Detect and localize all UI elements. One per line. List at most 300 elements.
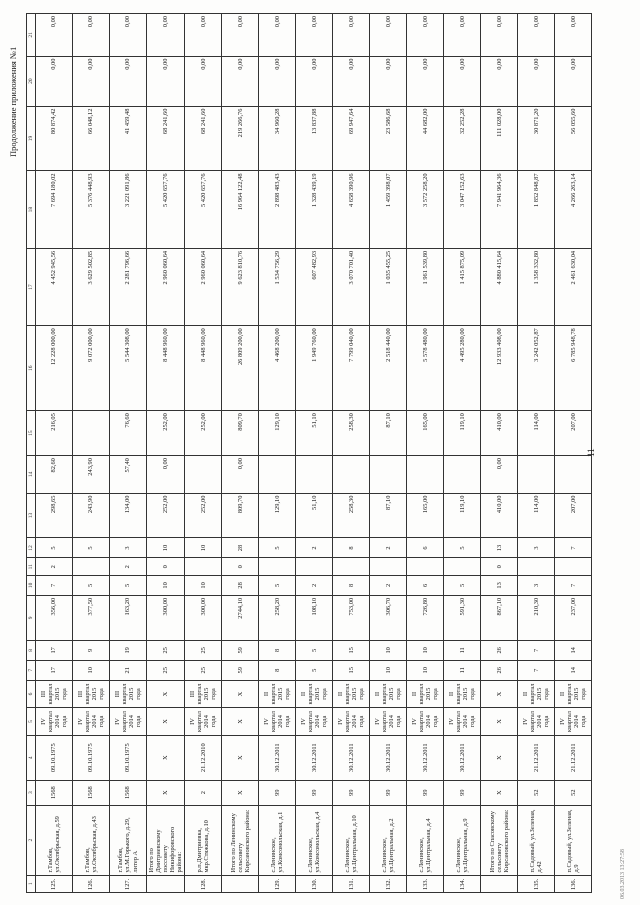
cell-c17: 3 070 701,40 xyxy=(333,248,370,325)
column-number: 11 xyxy=(27,558,36,575)
cell-rownum: 136. xyxy=(555,875,592,892)
cell-c9: 306,70 xyxy=(370,595,407,640)
cell-c8: 59 xyxy=(222,640,259,660)
column-number: 6 xyxy=(27,680,36,707)
cell-name: Итого по Ленинскому сельсовету Кирсановского района: xyxy=(222,805,259,875)
cell-c3: 99 xyxy=(296,780,333,805)
cell-name: с.Ленинское, ул.Комсомольская, д.4 xyxy=(296,805,333,875)
column-number: 2 xyxy=(27,805,36,875)
cell-c15: 129,10 xyxy=(259,411,296,456)
cell-c17: 2 960 060,64 xyxy=(185,248,222,325)
cell-c9: 163,20 xyxy=(110,595,147,640)
cell-c12: 3 xyxy=(518,538,555,558)
cell-c20: 0,00 xyxy=(222,56,259,106)
cell-c15: 809,70 xyxy=(222,411,259,456)
cell-c10: 5 xyxy=(259,575,296,595)
cell-c12: 2 xyxy=(296,538,333,558)
cell-rownum: 133. xyxy=(407,875,444,892)
cell-c3: 1568 xyxy=(73,780,110,805)
cell-c12: 5 xyxy=(36,538,73,558)
cell-c19: 66 048,12 xyxy=(73,106,110,171)
cell-c10: 10 xyxy=(147,575,185,595)
cell-c11 xyxy=(333,558,370,575)
cell-c20: 0,00 xyxy=(481,56,518,106)
cell-c5: IV квартал 2014 года xyxy=(370,708,407,735)
cell-rownum: 125. xyxy=(36,875,73,892)
cell-c7: 25 xyxy=(185,660,222,680)
cell-c6: II квартал 2015 года xyxy=(444,680,481,707)
cell-c10: 2 xyxy=(370,575,407,595)
cell-c10: 3 xyxy=(518,575,555,595)
cell-c17: 1 358 332,80 xyxy=(518,248,555,325)
cell-c15 xyxy=(73,411,110,456)
cell-name: Итого по Спасовскому сельсовету Кирсановского района: xyxy=(481,805,518,875)
cell-c21: 0,00 xyxy=(222,14,259,57)
cell-c3: 1568 xyxy=(110,780,147,805)
cell-c12: 13 xyxy=(481,538,518,558)
cell-c21: 0,00 xyxy=(555,14,592,57)
cell-c13: 298,65 xyxy=(36,493,73,538)
cell-c3: 99 xyxy=(333,780,370,805)
cell-c8: 26 xyxy=(481,640,518,660)
cell-c8: 25 xyxy=(185,640,222,660)
cell-c13: 114,00 xyxy=(518,493,555,538)
cell-c5: IV квартал 2014 года xyxy=(444,708,481,735)
cell-c21: 0,00 xyxy=(444,14,481,57)
cell-c5: IV квартал 2014 года xyxy=(555,708,592,735)
table-row xyxy=(36,14,73,893)
cell-c21: 0,00 xyxy=(259,14,296,57)
cell-c6: III квартал 2015 года xyxy=(110,680,147,707)
cell-c12: 8 xyxy=(333,538,370,558)
cell-c18: 5 420 657,76 xyxy=(147,171,185,248)
column-number: 1 xyxy=(27,875,36,892)
cell-c9: 300,00 xyxy=(185,595,222,640)
cell-c16: 8 448 960,00 xyxy=(185,326,222,411)
cell-c16: 5 578 480,00 xyxy=(407,326,444,411)
cell-c9: 867,10 xyxy=(481,595,518,640)
cell-c15: 87,10 xyxy=(370,411,407,456)
cell-rownum: 127. xyxy=(110,875,147,892)
cell-c6: II квартал 2015 года xyxy=(407,680,444,707)
cell-c7: 10 xyxy=(73,660,110,680)
cell-c13: 87,10 xyxy=(370,493,407,538)
cell-c5: X xyxy=(481,708,518,735)
cell-c19: 69 947,64 xyxy=(333,106,370,171)
cell-c9: 2744,10 xyxy=(222,595,259,640)
cell-c7: 11 xyxy=(444,660,481,680)
cell-c4: 21.12.2010 xyxy=(185,735,222,780)
cell-c9: 300,00 xyxy=(147,595,185,640)
cell-c15: 165,00 xyxy=(407,411,444,456)
cell-c18: 16 964 122,48 xyxy=(222,171,259,248)
cell-c10: 2 xyxy=(296,575,333,595)
cell-name: г.Тамбов, ул.Октябрьская, д.43 xyxy=(73,805,110,875)
cell-c18: 2 898 483,43 xyxy=(259,171,296,248)
cell-c17: 2 281 796,66 xyxy=(110,248,147,325)
cell-c14 xyxy=(333,456,370,493)
cell-name: с.Ленинское, ул.Центральная, д.4 xyxy=(407,805,444,875)
cell-c16: 4 495 280,00 xyxy=(444,326,481,411)
cell-name: с.Ленинское, ул.Центральная, д.10 xyxy=(333,805,370,875)
cell-c20: 0,00 xyxy=(36,56,73,106)
cell-c6: II квартал 2015 года xyxy=(259,680,296,707)
column-number: 12 xyxy=(27,538,36,558)
cell-c13: 258,30 xyxy=(333,493,370,538)
cell-c4: 21.12.2011 xyxy=(518,735,555,780)
cell-c13: 410,00 xyxy=(481,493,518,538)
cell-c7: 25 xyxy=(147,660,185,680)
cell-c3: 52 xyxy=(555,780,592,805)
cell-c8: 8 xyxy=(259,640,296,660)
table-row xyxy=(444,14,481,893)
cell-c16: 7 799 040,00 xyxy=(333,326,370,411)
cell-c14: 82,60 xyxy=(36,456,73,493)
cell-c5: IV квартал 2014 года xyxy=(73,708,110,735)
cell-c11: 0 xyxy=(481,558,518,575)
data-table xyxy=(26,13,592,893)
cell-c19: 34 960,28 xyxy=(259,106,296,171)
cell-c14: 243,90 xyxy=(73,456,110,493)
cell-c13: 165,00 xyxy=(407,493,444,538)
cell-c8: 17 xyxy=(36,640,73,660)
cell-c3: 2 xyxy=(185,780,222,805)
cell-c8: 10 xyxy=(370,640,407,660)
cell-c12: 2 xyxy=(370,538,407,558)
cell-c12: 7 xyxy=(555,538,592,558)
cell-c21: 0,00 xyxy=(185,14,222,57)
cell-c21: 0,00 xyxy=(110,14,147,57)
cell-c16: 12 933 408,00 xyxy=(481,326,518,411)
cell-c11 xyxy=(444,558,481,575)
cell-c4: 30.12.2011 xyxy=(407,735,444,780)
cell-c12: 10 xyxy=(147,538,185,558)
cell-c10: 5 xyxy=(73,575,110,595)
cell-c11 xyxy=(370,558,407,575)
cell-c13: 134,00 xyxy=(110,493,147,538)
cell-c19: 56 055,60 xyxy=(555,106,592,171)
cell-c15: 51,10 xyxy=(296,411,333,456)
cell-c5: IV квартал 2014 года xyxy=(185,708,222,735)
cell-c7: 5 xyxy=(296,660,333,680)
cell-c4: 30.12.2011 xyxy=(333,735,370,780)
cell-c7: 10 xyxy=(370,660,407,680)
cell-c5: IV квартал 2014 года xyxy=(333,708,370,735)
cell-c19: 44 682,00 xyxy=(407,106,444,171)
table-row xyxy=(73,14,110,893)
cell-c21: 0,00 xyxy=(296,14,333,57)
cell-c14 xyxy=(555,456,592,493)
cell-c19: 68 241,60 xyxy=(147,106,185,171)
cell-c3: 52 xyxy=(518,780,555,805)
column-number: 21 xyxy=(27,14,36,57)
cell-c9: 258,20 xyxy=(259,595,296,640)
cell-c18: 1 459 398,07 xyxy=(370,171,407,248)
cell-c6: II квартал 2015 года xyxy=(296,680,333,707)
column-number: 7 xyxy=(27,660,36,680)
cell-c4: 30.12.2011 xyxy=(296,735,333,780)
cell-c8: 5 xyxy=(296,640,333,660)
cell-rownum: 134. xyxy=(444,875,481,892)
cell-c16: 26 809 200,00 xyxy=(222,326,259,411)
cell-c10: 10 xyxy=(185,575,222,595)
cell-c19: 30 871,20 xyxy=(518,106,555,171)
cell-c16: 4 468 200,00 xyxy=(259,326,296,411)
table-row xyxy=(481,14,518,893)
cell-c19: 13 837,88 xyxy=(296,106,333,171)
cell-c16: 9 072 000,00 xyxy=(73,326,110,411)
cell-c9: 377,50 xyxy=(73,595,110,640)
cell-c19: 32 252,28 xyxy=(444,106,481,171)
cell-c11 xyxy=(73,558,110,575)
cell-c21: 0,00 xyxy=(407,14,444,57)
cell-c18: 3 572 258,20 xyxy=(407,171,444,248)
cell-c13: 243,90 xyxy=(73,493,110,538)
cell-c7: 15 xyxy=(333,660,370,680)
cell-c20: 0,00 xyxy=(147,56,185,106)
cell-c9: 726,80 xyxy=(407,595,444,640)
cell-c17: 1 415 875,09 xyxy=(444,248,481,325)
cell-name: г.Тамбов, ул.М.Горького, д.29, литер А xyxy=(110,805,147,875)
cell-c20: 0,00 xyxy=(555,56,592,106)
cell-rownum xyxy=(481,875,518,892)
cell-c5: IV квартал 2014 года xyxy=(518,708,555,735)
cell-rownum xyxy=(222,875,259,892)
cell-c17: 1 035 455,25 xyxy=(370,248,407,325)
cell-c7: 59 xyxy=(222,660,259,680)
cell-c20: 0,00 xyxy=(333,56,370,106)
cell-c10: 5 xyxy=(444,575,481,595)
cell-rownum: 131. xyxy=(333,875,370,892)
cell-c15: 252,00 xyxy=(147,411,185,456)
cell-c14: 57,40 xyxy=(110,456,147,493)
cell-c20: 0,00 xyxy=(110,56,147,106)
cell-c17: 1 961 539,80 xyxy=(407,248,444,325)
cell-c18: 1 852 848,87 xyxy=(518,171,555,248)
cell-c12: 5 xyxy=(259,538,296,558)
cell-c12: 3 xyxy=(110,538,147,558)
cell-c11 xyxy=(518,558,555,575)
cell-c11 xyxy=(407,558,444,575)
cell-c14 xyxy=(185,456,222,493)
column-number: 9 xyxy=(27,595,36,640)
cell-c18: 5 420 657,76 xyxy=(185,171,222,248)
cell-c3: X xyxy=(147,780,185,805)
cell-c18: 5 376 448,93 xyxy=(73,171,110,248)
cell-c10: 6 xyxy=(407,575,444,595)
cell-c20: 0,00 xyxy=(296,56,333,106)
cell-c14 xyxy=(259,456,296,493)
cell-c14 xyxy=(370,456,407,493)
cell-c17: 9 623 810,76 xyxy=(222,248,259,325)
cell-c10: 5 xyxy=(110,575,147,595)
cell-c15: 119,10 xyxy=(444,411,481,456)
cell-c6: X xyxy=(222,680,259,707)
cell-c9: 356,00 xyxy=(36,595,73,640)
cell-c6: III квартал 2015 года xyxy=(73,680,110,707)
cell-name: г.Тамбов, ул.Октябрьская, д.59 xyxy=(36,805,73,875)
table-row xyxy=(147,14,185,893)
column-number: 19 xyxy=(27,106,36,171)
cell-rownum: 128. xyxy=(185,875,222,892)
cell-c17: 607 482,93 xyxy=(296,248,333,325)
cell-name: Итого по Дмитриевскому поссовету Никифоровского района: xyxy=(147,805,185,875)
column-number: 14 xyxy=(27,456,36,493)
cell-c14 xyxy=(444,456,481,493)
cell-c7: 17 xyxy=(36,660,73,680)
cell-c15: 252,00 xyxy=(185,411,222,456)
cell-c4: X xyxy=(222,735,259,780)
cell-c8: 11 xyxy=(444,640,481,660)
cell-c14 xyxy=(518,456,555,493)
cell-c6: X xyxy=(481,680,518,707)
column-number: 13 xyxy=(27,493,36,538)
cell-c6: II квартал 2015 года xyxy=(333,680,370,707)
cell-c12: 28 xyxy=(222,538,259,558)
cell-rownum: 126. xyxy=(73,875,110,892)
cell-c12: 10 xyxy=(185,538,222,558)
cell-c18: 1 328 439,19 xyxy=(296,171,333,248)
footer-timestamp: 06.03.2013 13:27:58 xyxy=(620,849,626,899)
cell-c16: 12 228 000,00 xyxy=(36,326,73,411)
cell-c4: 09.10.1975 xyxy=(36,735,73,780)
cell-c5: X xyxy=(222,708,259,735)
column-number: 17 xyxy=(27,248,36,325)
cell-c21: 0,00 xyxy=(73,14,110,57)
table-row xyxy=(185,14,222,893)
cell-c21: 0,00 xyxy=(370,14,407,57)
cell-c3: X xyxy=(481,780,518,805)
cell-c15: 410,00 xyxy=(481,411,518,456)
cell-c21: 0,00 xyxy=(518,14,555,57)
column-number: 18 xyxy=(27,171,36,248)
cell-c11 xyxy=(185,558,222,575)
cell-c11 xyxy=(555,558,592,575)
cell-rownum: 132. xyxy=(370,875,407,892)
cell-c20: 0,00 xyxy=(370,56,407,106)
cell-c17: 2 960 060,64 xyxy=(147,248,185,325)
cell-c16: 3 242 052,87 xyxy=(518,326,555,411)
column-number: 3 xyxy=(27,780,36,805)
cell-c17: 1 534 756,29 xyxy=(259,248,296,325)
cell-c19: 68 241,60 xyxy=(185,106,222,171)
cell-c6: II квартал 2015 года xyxy=(518,680,555,707)
cell-name: с.Ленинское, ул.Комсомольская, д.1 xyxy=(259,805,296,875)
cell-c18: 7 941 964,36 xyxy=(481,171,518,248)
cell-c4: 30.12.2011 xyxy=(370,735,407,780)
cell-c13: 207,00 xyxy=(555,493,592,538)
cell-c8: 25 xyxy=(147,640,185,660)
cell-c9: 591,30 xyxy=(444,595,481,640)
cell-rownum: 130. xyxy=(296,875,333,892)
cell-name: с.Ленинское, ул.Центральная, д.9 xyxy=(444,805,481,875)
cell-c16: 2 518 440,00 xyxy=(370,326,407,411)
cell-c15: 216,05 xyxy=(36,411,73,456)
cell-c9: 210,30 xyxy=(518,595,555,640)
cell-c7: 21 xyxy=(110,660,147,680)
cell-c12: 5 xyxy=(73,538,110,558)
cell-c8: 19 xyxy=(110,640,147,660)
cell-c13: 252,00 xyxy=(147,493,185,538)
cell-c11: 2 xyxy=(36,558,73,575)
table-row xyxy=(333,14,370,893)
cell-c3: 99 xyxy=(407,780,444,805)
cell-c9: 237,00 xyxy=(555,595,592,640)
cell-c13: 809,70 xyxy=(222,493,259,538)
cell-c5: IV квартал 2014 года xyxy=(259,708,296,735)
cell-c18: 4 658 390,96 xyxy=(333,171,370,248)
cell-c19: 23 586,68 xyxy=(370,106,407,171)
cell-c16: 1 949 760,00 xyxy=(296,326,333,411)
cell-c11: 0 xyxy=(147,558,185,575)
cell-c19: 41 459,48 xyxy=(110,106,147,171)
cell-c18: 4 266 263,14 xyxy=(555,171,592,248)
cell-c8: 7 xyxy=(518,640,555,660)
table-row xyxy=(259,14,296,893)
table-row xyxy=(222,14,259,893)
cell-c4: 30.12.2011 xyxy=(444,735,481,780)
cell-c4: 21.12.2011 xyxy=(555,735,592,780)
cell-c6: X xyxy=(147,680,185,707)
cell-c20: 0,00 xyxy=(259,56,296,106)
cell-c13: 252,00 xyxy=(185,493,222,538)
cell-c16: 8 448 960,00 xyxy=(147,326,185,411)
column-number: 15 xyxy=(27,411,36,456)
cell-c5: IV квартал 2014 года xyxy=(36,708,73,735)
cell-c21: 0,00 xyxy=(333,14,370,57)
cell-c16: 6 785 948,78 xyxy=(555,326,592,411)
cell-name: п.Садовый, ул.Зеленая, д.42 xyxy=(518,805,555,875)
cell-c13: 129,10 xyxy=(259,493,296,538)
cell-c12: 5 xyxy=(444,538,481,558)
cell-c7: 26 xyxy=(481,660,518,680)
table-row xyxy=(407,14,444,893)
cell-c6: II квартал 2015 года xyxy=(370,680,407,707)
cell-c3: 99 xyxy=(259,780,296,805)
cell-c4: 30.12.2011 xyxy=(259,735,296,780)
cell-c9: 753,00 xyxy=(333,595,370,640)
cell-c10: 8 xyxy=(333,575,370,595)
cell-c4: X xyxy=(481,735,518,780)
cell-c7: 14 xyxy=(555,660,592,680)
cell-c5: X xyxy=(147,708,185,735)
cell-c10: 28 xyxy=(222,575,259,595)
table-body xyxy=(36,14,592,893)
cell-c5: IV квартал 2014 года xyxy=(296,708,333,735)
cell-c10: 7 xyxy=(36,575,73,595)
cell-c20: 0,00 xyxy=(185,56,222,106)
cell-name: с.Ленинское, ул.Центральная, д.2 xyxy=(370,805,407,875)
table-row xyxy=(110,14,147,893)
cell-c7: 8 xyxy=(259,660,296,680)
cell-c21: 0,00 xyxy=(481,14,518,57)
cell-c5: IV квартал 2014 года xyxy=(110,708,147,735)
cell-c11: 2 xyxy=(110,558,147,575)
cell-rownum xyxy=(147,875,185,892)
cell-c9: 108,10 xyxy=(296,595,333,640)
cell-c6: II квартал 2015 года xyxy=(555,680,592,707)
cell-c17: 3 629 502,85 xyxy=(73,248,110,325)
page-number: 11 xyxy=(586,448,596,457)
cell-c10: 7 xyxy=(555,575,592,595)
cell-c8: 9 xyxy=(73,640,110,660)
cell-c14 xyxy=(407,456,444,493)
cell-c17: 4 880 415,64 xyxy=(481,248,518,325)
column-number: 8 xyxy=(27,640,36,660)
cell-c3: 99 xyxy=(444,780,481,805)
cell-c21: 0,00 xyxy=(36,14,73,57)
cell-c6: III квартал 2015 года xyxy=(185,680,222,707)
